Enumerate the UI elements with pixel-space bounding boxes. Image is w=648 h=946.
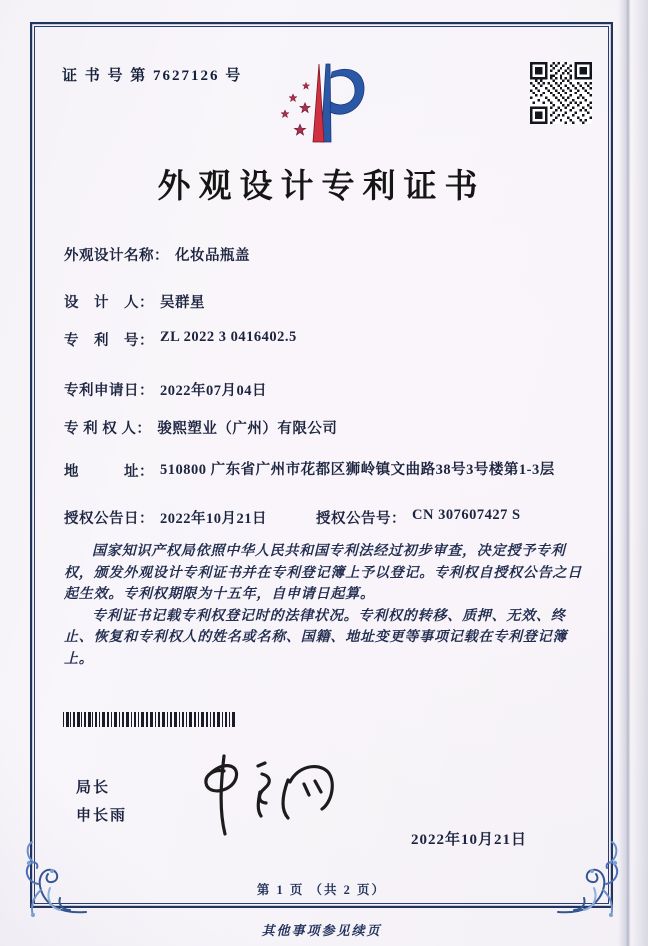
grant-date-value: 2022年10月21日: [160, 511, 267, 527]
grant-date-pair: [64, 507, 267, 528]
page-number: 第 1 页 （共 2 页）: [256, 883, 387, 897]
field-label: 专利申请日：: [64, 383, 154, 399]
field-designer: [64, 291, 205, 312]
grant-number-pair: [316, 507, 521, 528]
cnipa-logo-icon: [273, 60, 368, 152]
field-filing-date: [64, 379, 267, 400]
certificate-title: 外观设计专利证书: [157, 169, 486, 205]
grant-number-label: 授权公告号：: [316, 511, 406, 527]
field-label: 地 址：: [64, 464, 154, 480]
grant-number-value: CN 307607427 S: [412, 507, 521, 523]
field-design-name: [64, 244, 250, 265]
director-signature: [178, 752, 358, 840]
certificate-number: 证 书 号 第 7627126 号: [62, 68, 243, 84]
legal-paragraph-grant: 国家知识产权局依照中华人民共和国专利法经过初步审查，决定授予专利权，颁发外观设计专利证书并在专利登记簿上予以登记。专利权自授权公告之日起生效。专利权期限为十五年，自申请日起算。: [64, 544, 582, 602]
field-label: 外观设计名称：: [64, 248, 169, 264]
field-value: 骏熙塑业（广州）有限公司: [157, 421, 338, 437]
legal-paragraph-register: 专利证书记载专利权登记时的法律状况。专利权的转移、质押、无效、终止、恢复和专利权人的姓名或名称、国籍、地址变更等事项记载在专利登记簿上。: [64, 608, 568, 667]
issue-date: 2022年10月21日: [411, 832, 528, 848]
field-label: 设 计 人：: [64, 295, 154, 311]
footer-continuation-note: 其他事项参见续页: [261, 923, 382, 938]
field-value: 化妆品瓶盖: [175, 248, 250, 264]
director-title-label: 局长: [76, 779, 111, 796]
qr-code-icon: [530, 62, 592, 124]
grant-date-label: 授权公告日：: [64, 511, 154, 527]
paper-edge-shadow: [618, 0, 632, 946]
field-address: [64, 460, 562, 481]
director-name-label: 申长雨: [76, 807, 128, 824]
legal-text-block: [64, 541, 588, 670]
field-value: 吴群星: [160, 295, 205, 311]
field-patent-number: [64, 329, 297, 350]
field-label: 专 利 号：: [64, 333, 154, 349]
field-value: ZL 2022 3 0416402.5: [160, 329, 297, 345]
field-patentee: [64, 417, 337, 438]
field-value: 2022年07月04日: [160, 383, 267, 399]
barcode-icon: [63, 712, 235, 727]
paper-edge-shadow-outer: [632, 0, 648, 946]
field-value: 510800 广东省广州市花都区狮岭镇文曲路38号3号楼第1-3层: [160, 462, 555, 478]
field-label: 专 利 权 人：: [64, 421, 152, 437]
